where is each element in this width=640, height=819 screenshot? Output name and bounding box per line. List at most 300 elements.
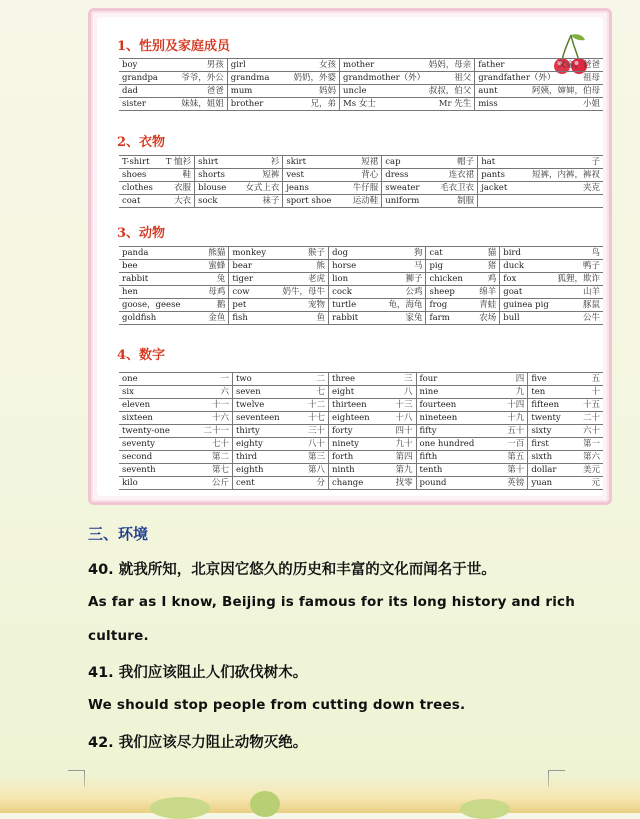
vocab-word: eleven: [122, 400, 151, 410]
vocab-translation: 八十: [308, 439, 326, 449]
vocab-word: miss: [478, 99, 498, 109]
vocab-word: ten: [531, 387, 546, 397]
vocab-translation: 马: [413, 261, 423, 271]
vocab-cell: [119, 386, 232, 399]
vocab-cell: [119, 260, 229, 273]
vocab-cell: [340, 72, 475, 85]
vocab-word: jacket: [481, 183, 508, 193]
vocab-translation: 三: [404, 374, 413, 384]
vocab-translation: 父亲，爸爸: [557, 60, 600, 70]
vocab-translation: 第九: [395, 465, 413, 475]
vocab-translation: 男孩: [206, 60, 224, 70]
vocab-cell: [232, 373, 328, 386]
vocab-translation: 小姐: [582, 99, 600, 109]
vocab-word: seventh: [122, 465, 156, 475]
vocab-translation: 制服: [457, 196, 475, 206]
vocab-translation: 鸭子: [582, 261, 600, 271]
vocab-translation: 短裤，内裤，裤衩: [531, 170, 600, 180]
decorative-ground: [0, 773, 640, 813]
vocab-translation: 九: [515, 387, 525, 397]
vocab-cell: [528, 477, 603, 490]
vocab-row: [119, 260, 603, 273]
vocab-cell: [119, 312, 229, 325]
vocab-cell: [475, 59, 603, 72]
vocab-cell: [229, 260, 329, 273]
sentence-40-english-line2: culture.: [88, 628, 149, 644]
vocab-translation: 狮子: [405, 274, 423, 284]
vocab-cell: [119, 182, 195, 195]
numbers-vocab-table: [119, 372, 603, 490]
vocab-word: nineteen: [419, 413, 458, 423]
vocab-translation: 女孩: [319, 60, 337, 70]
vocab-word: aunt: [478, 86, 498, 96]
vocab-row: [119, 373, 603, 386]
vocab-word: skirt: [286, 157, 307, 167]
vocab-cell: [195, 195, 283, 208]
vocab-row: [119, 72, 603, 85]
vocab-row: [119, 247, 603, 260]
vocab-translation: 背心: [361, 170, 379, 180]
decorative-bush: [150, 797, 210, 819]
vocab-cell: [500, 299, 603, 312]
vocab-translation: 妈妈: [319, 86, 337, 96]
vocab-word: jeans: [286, 183, 309, 193]
vocab-cell: [528, 438, 603, 451]
vocab-translation: 妈妈，母亲: [428, 60, 472, 70]
vocab-word: thirteen: [332, 400, 367, 410]
vocab-translation: 妹妹，姐姐: [181, 99, 224, 109]
vocab-row: [119, 98, 603, 111]
vocab-cell: [416, 477, 528, 490]
vocab-translation: 山羊: [582, 287, 600, 297]
vocab-cell: [195, 169, 283, 182]
vocab-cell: [426, 312, 500, 325]
vocab-cell: [500, 260, 603, 273]
vocab-translation: 六: [220, 387, 229, 397]
vocab-cell: [227, 59, 339, 72]
vocab-word: ninety: [332, 439, 359, 449]
vocab-translation: 猪: [487, 261, 497, 271]
vocab-cell: [195, 156, 283, 169]
vocab-cell: [416, 399, 528, 412]
vocab-translation: 帽子: [457, 157, 475, 167]
vocab-cell: [229, 273, 329, 286]
vocab-translation: 第十: [507, 465, 525, 475]
vocab-translation: 绵羊: [479, 287, 497, 297]
vocab-translation: 鞋: [182, 170, 192, 180]
vocab-translation: 熊: [316, 261, 326, 271]
vocab-row: [119, 464, 603, 477]
vocab-cell: [416, 438, 528, 451]
vocab-cell: [329, 312, 426, 325]
vocab-word: chicken: [429, 274, 463, 284]
vocab-word: three: [332, 374, 356, 384]
vocab-translation: 美元: [582, 465, 600, 475]
vocab-word: grandmother（外）: [343, 73, 426, 83]
vocab-word: eighty: [235, 439, 263, 449]
sentence-41-chinese: 41. 我们应该阻止人们砍伐树木。: [88, 665, 308, 681]
vocab-word: dad: [122, 86, 138, 96]
vocab-translation: 连衣裙: [448, 170, 475, 180]
vocab-word: fifteen: [531, 400, 560, 410]
vocab-word: second: [122, 452, 153, 462]
vocab-translation: 十六: [211, 413, 229, 423]
vocab-translation: 四十: [395, 426, 413, 436]
sentence-42-chinese: 42. 我们应该尽力阻止动物灭绝。: [88, 735, 308, 751]
vocab-word: dog: [332, 248, 349, 258]
vocab-word: turtle: [332, 300, 357, 310]
vocab-word: cow: [232, 287, 250, 297]
vocab-word: bear: [232, 261, 252, 271]
vocab-cell: [329, 273, 426, 286]
vocab-cell: [500, 273, 603, 286]
vocab-word: guinea pig: [503, 300, 549, 310]
vocab-word: pound: [419, 478, 447, 488]
vocab-cell: [329, 247, 426, 260]
vocab-translation: 十九: [507, 413, 525, 423]
vocab-translation: 狗: [413, 248, 423, 258]
vocab-word: grandfather（外）: [478, 73, 556, 83]
vocab-word: eighteen: [332, 413, 370, 423]
vocab-translation: 猫: [487, 248, 497, 258]
vocab-cell: [229, 247, 329, 260]
vocab-word: twenty-one: [122, 426, 170, 436]
vocab-row: [119, 386, 603, 399]
vocab-word: rabbit: [332, 313, 359, 323]
vocab-word: sister: [122, 99, 146, 109]
vocab-translation: 阿姨，婶婶，伯母: [531, 86, 600, 96]
vocab-translation: 元: [591, 478, 600, 488]
vocab-cell: [475, 98, 603, 111]
vocab-word: grandma: [230, 73, 270, 83]
vocabulary-card: [88, 8, 612, 505]
vocab-cell: [426, 247, 500, 260]
vocab-cell: [478, 195, 603, 208]
vocab-word: farm: [429, 313, 450, 323]
vocab-word: father: [478, 60, 505, 70]
decorative-bush: [460, 799, 510, 819]
vocab-translation: 第八: [308, 465, 326, 475]
vocab-word: panda: [122, 248, 149, 258]
vocab-translation: 金鱼: [208, 313, 226, 323]
vocab-translation: 鹅: [216, 300, 226, 310]
vocab-cell: [416, 425, 528, 438]
vocab-translation: 爷爷，外公: [181, 73, 224, 83]
vocab-cell: [329, 412, 417, 425]
vocab-translation: 第一: [582, 439, 600, 449]
vocab-cell: [119, 477, 232, 490]
vocab-cell: [232, 425, 328, 438]
vocab-translation: Mr 先生: [438, 99, 472, 109]
vocab-cell: [426, 299, 500, 312]
vocab-cell: [500, 247, 603, 260]
vocab-cell: [119, 273, 229, 286]
vocab-word: bee: [122, 261, 138, 271]
vocab-translation: 叔叔，伯父: [428, 86, 472, 96]
vocab-translation: 宠物: [308, 300, 326, 310]
vocab-translation: 找零: [395, 478, 413, 488]
vocab-word: lion: [332, 274, 349, 284]
vocab-cell: [329, 373, 417, 386]
vocab-translation: 六十: [582, 426, 600, 436]
vocab-word: cent: [235, 478, 255, 488]
vocab-cell: [416, 373, 528, 386]
environment-heading: 三、环境: [88, 525, 149, 543]
vocab-translation: 运动鞋: [352, 196, 379, 206]
vocab-word: sweater: [385, 183, 420, 193]
vocab-translation: 十: [591, 387, 600, 397]
vocab-word: forth: [332, 452, 354, 462]
vocab-cell: [382, 195, 478, 208]
vocab-row: [119, 182, 603, 195]
vocab-cell: [528, 451, 603, 464]
vocab-cell: [119, 412, 232, 425]
vocab-cell: [229, 286, 329, 299]
vocab-cell: [500, 286, 603, 299]
vocab-translation: 老虎: [308, 274, 326, 284]
vocab-cell: [232, 464, 328, 477]
vocab-translation: 鱼: [316, 313, 326, 323]
vocab-word: pet: [232, 300, 247, 310]
vocab-word: eight: [332, 387, 355, 397]
vocab-word: forty: [332, 426, 353, 436]
vocab-cell: [119, 169, 195, 182]
vocab-translation: 狐狸，欺诈: [557, 274, 600, 284]
vocab-translation: 分: [316, 478, 326, 488]
vocab-row: [119, 286, 603, 299]
vocab-cell: [283, 156, 382, 169]
vocab-translation: 猴子: [308, 248, 326, 258]
vocab-word: dollar: [531, 465, 557, 475]
vocab-word: nine: [419, 387, 439, 397]
vocab-word: goose，geese: [122, 300, 181, 310]
vocab-cell: [382, 156, 478, 169]
vocab-cell: [382, 169, 478, 182]
vocab-row: [119, 451, 603, 464]
vocab-word: sheep: [429, 287, 455, 297]
vocab-word: hen: [122, 287, 138, 297]
vocab-translation: 三十: [308, 426, 326, 436]
vocab-word: boy: [122, 60, 138, 70]
vocab-word: bird: [503, 248, 521, 258]
vocab-cell: [329, 438, 417, 451]
vocab-word: sock: [198, 196, 218, 206]
vocab-word: twenty: [531, 413, 561, 423]
vocab-translation: 蜜蜂: [208, 261, 226, 271]
vocab-cell: [329, 286, 426, 299]
vocab-word: tiger: [232, 274, 254, 284]
vocab-translation: 四: [515, 374, 525, 384]
vocab-translation: 牛仔服: [352, 183, 379, 193]
vocab-cell: [283, 182, 382, 195]
vocab-translation: 公牛: [582, 313, 600, 323]
vocab-translation: T 恤衫: [165, 157, 192, 167]
vocab-cell: [329, 399, 417, 412]
sentence-41-english: We should stop people from cutting down trees.: [88, 697, 466, 713]
vocab-word: fourteen: [419, 400, 457, 410]
vocab-translation: 九十: [395, 439, 413, 449]
vocab-translation: 兄，弟: [310, 99, 337, 109]
vocab-translation: 祖母: [582, 73, 600, 83]
vocab-cell: [475, 85, 603, 98]
vocab-word: horse: [332, 261, 357, 271]
vocab-word: thirty: [235, 426, 260, 436]
vocab-cell: [329, 464, 417, 477]
vocab-translation: 公鸡: [405, 287, 423, 297]
vocab-word: eighth: [235, 465, 264, 475]
vocab-translation: 十二: [308, 400, 326, 410]
vocab-cell: [329, 260, 426, 273]
vocab-word: T-shirt: [122, 157, 150, 167]
vocab-cell: [119, 399, 232, 412]
vocab-translation: 五十: [507, 426, 525, 436]
vocab-cell: [329, 386, 417, 399]
vocab-cell: [119, 299, 229, 312]
vocab-translation: 英镑: [507, 478, 525, 488]
vocab-word: seventeen: [235, 413, 280, 423]
vocab-translation: 十七: [308, 413, 326, 423]
vocab-cell: [475, 72, 603, 85]
vocab-word: fox: [503, 274, 517, 284]
vocab-cell: [232, 399, 328, 412]
vocab-word: five: [531, 374, 547, 384]
vocab-translation: 奶奶，外婆: [293, 73, 337, 83]
vocab-word: dress: [385, 170, 409, 180]
vocab-word: mum: [230, 86, 253, 96]
vocab-cell: [478, 182, 603, 195]
vocab-translation: 第七: [211, 465, 229, 475]
vocab-translation: 十五: [582, 400, 600, 410]
vocab-translation: 第二: [211, 452, 229, 462]
vocab-cell: [232, 412, 328, 425]
vocab-translation: 衣服: [174, 183, 192, 193]
vocab-word: cat: [429, 248, 443, 258]
vocab-word: seventy: [122, 439, 155, 449]
vocab-cell: [119, 98, 227, 111]
sentence-40-english-line1: As far as I know, Beijing is famous for its long history and rich: [88, 594, 576, 610]
vocab-row: [119, 399, 603, 412]
vocab-word: sixty: [531, 426, 552, 436]
vocab-cell: [119, 247, 229, 260]
sentence-40-chinese: 40. 就我所知，北京因它悠久的历史和丰富的文化而闻名于世。: [88, 562, 496, 578]
vocab-word: one: [122, 374, 138, 384]
vocab-word: blouse: [198, 183, 227, 193]
vocab-translation: 十四: [507, 400, 525, 410]
vocab-cell: [283, 195, 382, 208]
vocab-word: ninth: [332, 465, 355, 475]
vocab-word: sixteen: [122, 413, 153, 423]
vocab-translation: 毛衣卫衣: [440, 183, 475, 193]
vocab-word: goat: [503, 287, 523, 297]
vocab-row: [119, 412, 603, 425]
vocab-word: clothes: [122, 183, 153, 193]
vocab-cell: [119, 286, 229, 299]
vocabulary-card-inner: [97, 17, 603, 496]
vocab-word: uniform: [385, 196, 420, 206]
vocab-word: change: [332, 478, 364, 488]
vocab-row: [119, 156, 603, 169]
vocab-word: brother: [230, 99, 264, 109]
vocab-cell: [340, 98, 475, 111]
vocab-word: tenth: [419, 465, 443, 475]
vocab-translation: 爸爸: [206, 86, 224, 96]
vocab-translation: 衫: [270, 157, 280, 167]
vocab-word: fifth: [419, 452, 438, 462]
vocab-cell: [119, 156, 195, 169]
vocab-word: grandpa: [122, 73, 158, 83]
vocab-translation: 二: [316, 374, 326, 384]
vocab-translation: 十三: [395, 400, 413, 410]
vocab-translation: 七: [316, 387, 326, 397]
vocab-row: [119, 59, 603, 72]
section-title-clothes: 2、衣物: [117, 135, 166, 150]
vocab-cell: [227, 85, 339, 98]
vocab-word: mother: [343, 60, 375, 70]
vocab-row: [119, 425, 603, 438]
vocab-cell: [119, 425, 232, 438]
vocab-word: bull: [503, 313, 520, 323]
vocab-cell: [528, 412, 603, 425]
vocab-word: third: [235, 452, 258, 462]
vocab-word: pants: [481, 170, 505, 180]
vocab-word: shorts: [198, 170, 225, 180]
vocab-cell: [119, 85, 227, 98]
vocab-word: fish: [232, 313, 248, 323]
animals-vocab-table: [119, 246, 603, 325]
vocab-word: one hundred: [419, 439, 475, 449]
vocab-cell: [119, 72, 227, 85]
vocab-translation: 公斤: [211, 478, 229, 488]
vocab-row: [119, 312, 603, 325]
vocab-translation: 子: [591, 157, 600, 167]
vocab-word: girl: [230, 60, 246, 70]
section-title-family: 1、性别及家庭成员: [117, 39, 231, 54]
vocab-word: seven: [235, 387, 261, 397]
vocab-cell: [426, 273, 500, 286]
clothes-vocab-table: [119, 155, 603, 208]
vocab-cell: [478, 169, 603, 182]
vocab-cell: [195, 182, 283, 195]
vocab-translation: 十八: [395, 413, 413, 423]
vocab-translation: 祖父: [454, 73, 472, 83]
vocab-cell: [119, 451, 232, 464]
vocab-row: [119, 85, 603, 98]
vocab-translation: 八: [404, 387, 413, 397]
vocab-translation: 一百: [507, 439, 525, 449]
vocab-translation: 大衣: [174, 196, 192, 206]
vocab-row: [119, 169, 603, 182]
vocab-translation: 短裙: [361, 157, 379, 167]
vocab-cell: [232, 386, 328, 399]
vocab-word: shirt: [198, 157, 219, 167]
vocab-cell: [426, 260, 500, 273]
vocab-word: pig: [429, 261, 444, 271]
vocab-word: twelve: [235, 400, 265, 410]
vocab-translation: 农场: [479, 313, 497, 323]
vocab-translation: 袜子: [262, 196, 280, 206]
vocab-word: cap: [385, 157, 401, 167]
section-title-numbers: 4、数字: [117, 348, 166, 363]
vocab-translation: 第五: [507, 452, 525, 462]
vocab-word: vest: [286, 170, 304, 180]
vocab-translation: 鸟: [591, 248, 600, 258]
vocab-cell: [329, 477, 417, 490]
vocab-cell: [119, 464, 232, 477]
vocab-translation: 十一: [211, 400, 229, 410]
vocab-word: yuan: [531, 478, 553, 488]
vocab-word: fifty: [419, 426, 437, 436]
vocab-cell: [232, 438, 328, 451]
